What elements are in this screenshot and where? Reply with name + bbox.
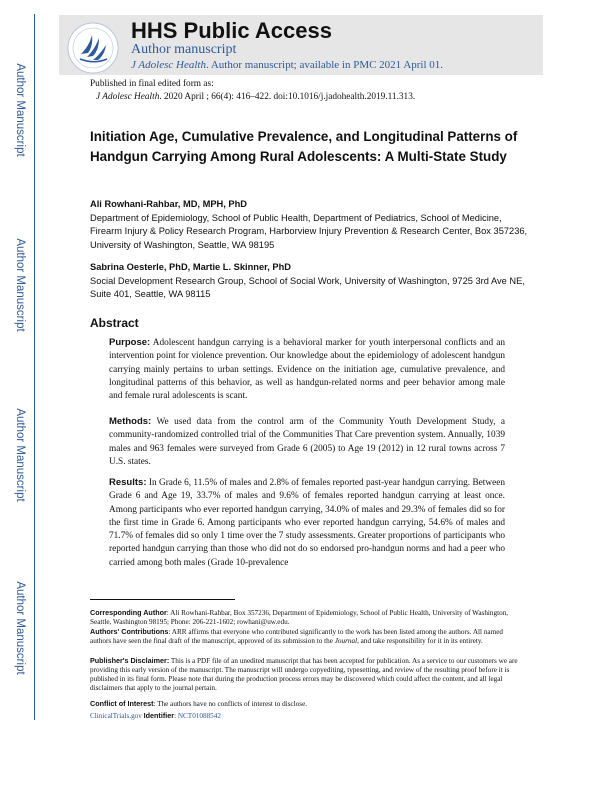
author-names: Ali Rowhani-Rahbar, MD, MPH, PhD	[90, 199, 248, 209]
hhs-banner	[59, 15, 543, 75]
footnote-divider	[90, 599, 235, 600]
journal-name: J Adolesc Health	[131, 59, 206, 71]
abstract-methods: Methods: We used data from the control arm of the Community Youth Development Study, a community-randomized controlled trial of the Communities That Care prevention system. Annually, 1039 males and 963 females were surveyed from Grade 6 (2005) to Age 19 (2012) in 12 rural towns across 7 U.S. states.	[109, 416, 505, 467]
sidebar	[0, 0, 44, 720]
publication-info	[90, 78, 415, 103]
banner-title: HHS Public Access	[131, 18, 332, 43]
sidebar-label: Author Manuscript	[14, 63, 26, 157]
publication-citation: J Adolesc Health. 2020 April ; 66(4): 416–422. doi:10.1016/j.jadohealth.2019.11.313.	[96, 91, 416, 102]
footnote-disclaimer: Publisher's Disclaimer: This is a PDF file of an unedited manuscript that has been accepted for publication. As a service to our customers we are providing this early version of the manuscript. The manuscript will undergo copyediting, typesetting, and review of the resulting proof before it is published in its final form. Please note that during the production process errors may be discovered which could affect the content, and all legal disclaimers that apply to the journal pertain.	[90, 656, 518, 692]
footnote-corresponding: Corresponding Author: Ali Rowhani-Rahbar, Box 357236, Department of Epidemiology, School of Public Health, University of Washington, Seattle, Washington 98195; Phone: 206-221-1602; rowhani@uw.edu.	[90, 608, 509, 626]
clinicaltrials-link[interactable]: ClinicalTrials.gov	[90, 712, 142, 720]
hhs-eagle-logo-icon	[66, 21, 120, 75]
footnote-contributions: Authors' Contributions: ARR affirms that everyone who contributed significantly to the work has been listed among the authors. All named authors have seen the final draft of the manuscript, approved of its submission to the Journal, and take responsibility for it in its entirety.	[90, 627, 503, 645]
banner-subtitle: Author manuscript	[131, 42, 237, 57]
footnote-conflict: Conflict of Interest: The authors have no conflicts of interest to disclose.	[90, 699, 308, 708]
sidebar-label: Author Manuscript	[14, 581, 26, 675]
trial-id-link[interactable]: NCT01088542	[177, 712, 221, 720]
sidebar-label: Author Manuscript	[14, 408, 26, 502]
author-affiliation: Department of Epidemiology, School of Public Health, Department of Pediatrics, School of Medicine, Firearm Injury & Policy Research Program, Harborview Injury Prevention & Research Center, Box 357236, University of Washington, Seattle, WA 98195	[90, 213, 528, 250]
author-affiliation: Social Development Research Group, School of Social Work, University of Washington, 9725 3rd Ave NE, Suite 401, Seattle, WA 98115	[90, 276, 525, 300]
sidebar-rule	[34, 14, 35, 720]
article-title: Initiation Age, Cumulative Prevalence, and Longitudinal Patterns of Handgun Carrying Among Rural Adolescents: A Multi-State Study	[90, 129, 518, 164]
sidebar-label: Author Manuscript	[14, 238, 26, 332]
banner-availability: J Adolesc Health. Author manuscript; available in PMC 2021 April 01.	[131, 59, 444, 71]
abstract-results: Results: In Grade 6, 11.5% of males and 2.8% of females reported past-year handgun carrying. Between Grade 6 and Age 19, 33.7% of males and 9.6% of females reported handgun carrying at least once. Among participants who ever reported handgun carrying, 34.0% of males and 29.3% of females did so for the first time in Grade 6. Among participants who ever reported handgun carrying, 54.6% of males and 71.7% of females did so only 1 time over the 7 study assessments. Greater proportions of participants who reported handgun carrying than those who did not do so endorsed pro-handgun norms and had a peer who carried among both males (Grade 10-prevalence	[109, 477, 506, 568]
abstract-purpose: Purpose: Adolescent handgun carrying is a behavioral marker for youth interpersonal conflicts and an intervention point for violence prevention. Our knowledge about the epidemiology of adolescent handgun carrying mainly pertains to urban settings. Evidence on the initiation age, cumulative prevalence, and longitudinal patterns of this behavior, as well as handgun-related norms and peer behavior among male and female rural adolescents is scant.	[109, 337, 505, 402]
publication-label: Published in final edited form as:	[90, 79, 214, 89]
author-names: Sabrina Oesterle, PhD, Martie L. Skinner, PhD	[90, 262, 291, 272]
abstract-heading: Abstract	[90, 316, 139, 330]
footnote-trial-id: ClinicalTrials.gov Identifier: NCT01088542	[90, 711, 221, 720]
